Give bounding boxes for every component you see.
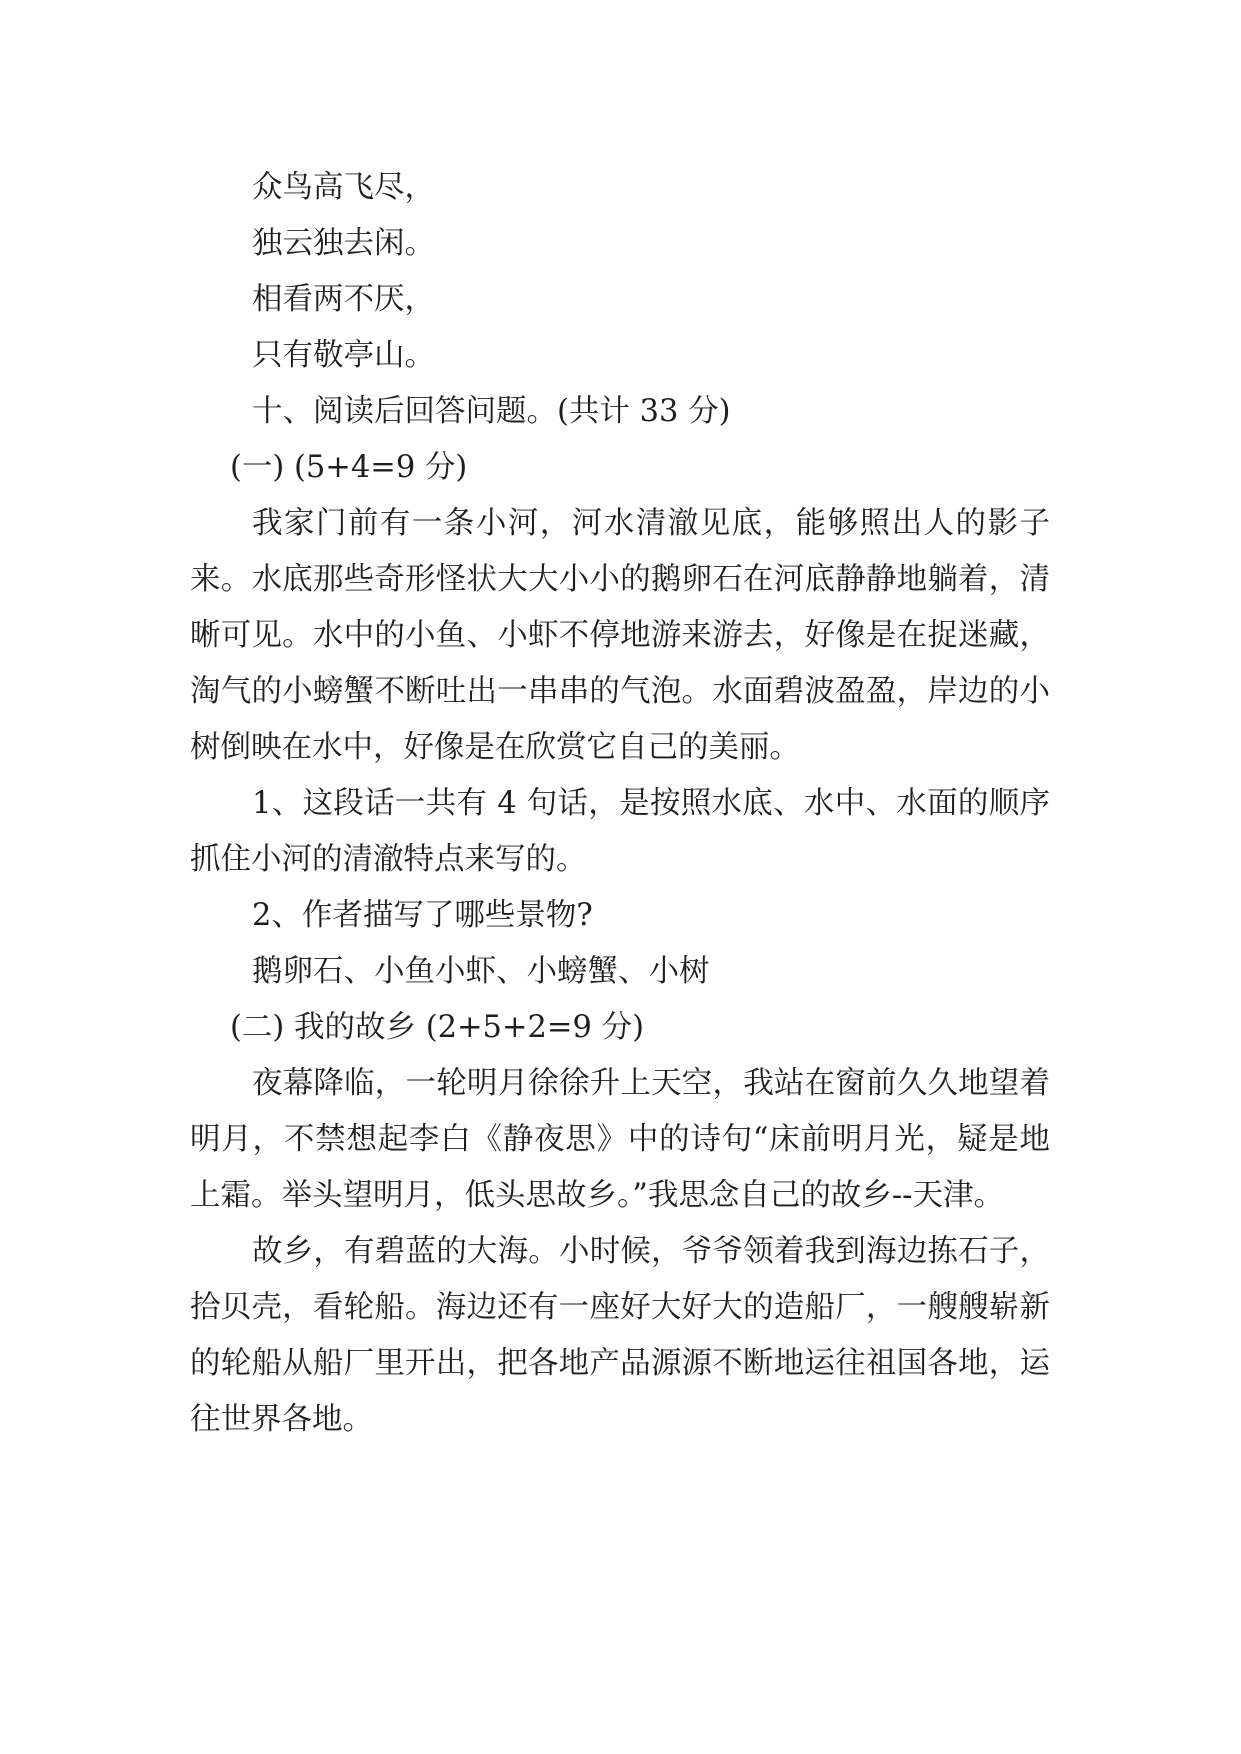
question-1: 1、这段话一共有 4 句话，是按照水底、水中、水面的顺序抓住小河的清澈特点来写的。 bbox=[190, 786, 1050, 877]
answer-2: 鹅卵石、小鱼小虾、小螃蟹、小树 bbox=[252, 954, 710, 989]
part-one-heading: (一) (5+4=9 分) bbox=[230, 450, 468, 485]
part-two-heading: (二) 我的故乡 (2+5+2=9 分) bbox=[230, 1010, 644, 1045]
document-body bbox=[190, 160, 1050, 1448]
part-two-paragraph-1: 夜幕降临，一轮明月徐徐升上天空，我站在窗前久久地望着明月，不禁想起李白《静夜思》中的诗句“床前明月光，疑是地上霜。举头望明月，低头思故乡。”我思念自己的故乡--天津。 bbox=[190, 1066, 1050, 1213]
poem-line-2: 独云独去闲。 bbox=[252, 226, 435, 261]
part-one-passage: 我家门前有一条小河，河水清澈见底，能够照出人的影子来。水底那些奇形怪状大大小小的鹅卵石在河底静静地躺着，清晰可见。水中的小鱼、小虾不停地游来游去，好像是在捉迷藏，淘气的小螃蟹不断吐出一串串的气泡。水面碧波盈盈，岸边的小树倒映在水中，好像是在欣赏它自己的美丽。 bbox=[190, 506, 1050, 765]
question-2: 2、作者描写了哪些景物? bbox=[252, 898, 593, 933]
poem-line-1: 众鸟高飞尽， bbox=[252, 170, 435, 205]
poem-line-4: 只有敬亭山。 bbox=[252, 338, 435, 373]
poem-line-3: 相看两不厌， bbox=[252, 282, 435, 317]
section-heading: 十、阅读后回答问题。(共计 33 分) bbox=[252, 394, 731, 429]
part-two-paragraph-2: 故乡，有碧蓝的大海。小时候，爷爷领着我到海边拣石子，拾贝壳，看轮船。海边还有一座好大好大的造船厂，一艘艘崭新的轮船从船厂里开出，把各地产品源源不断地运往祖国各地，运往世界各地。 bbox=[190, 1234, 1050, 1437]
